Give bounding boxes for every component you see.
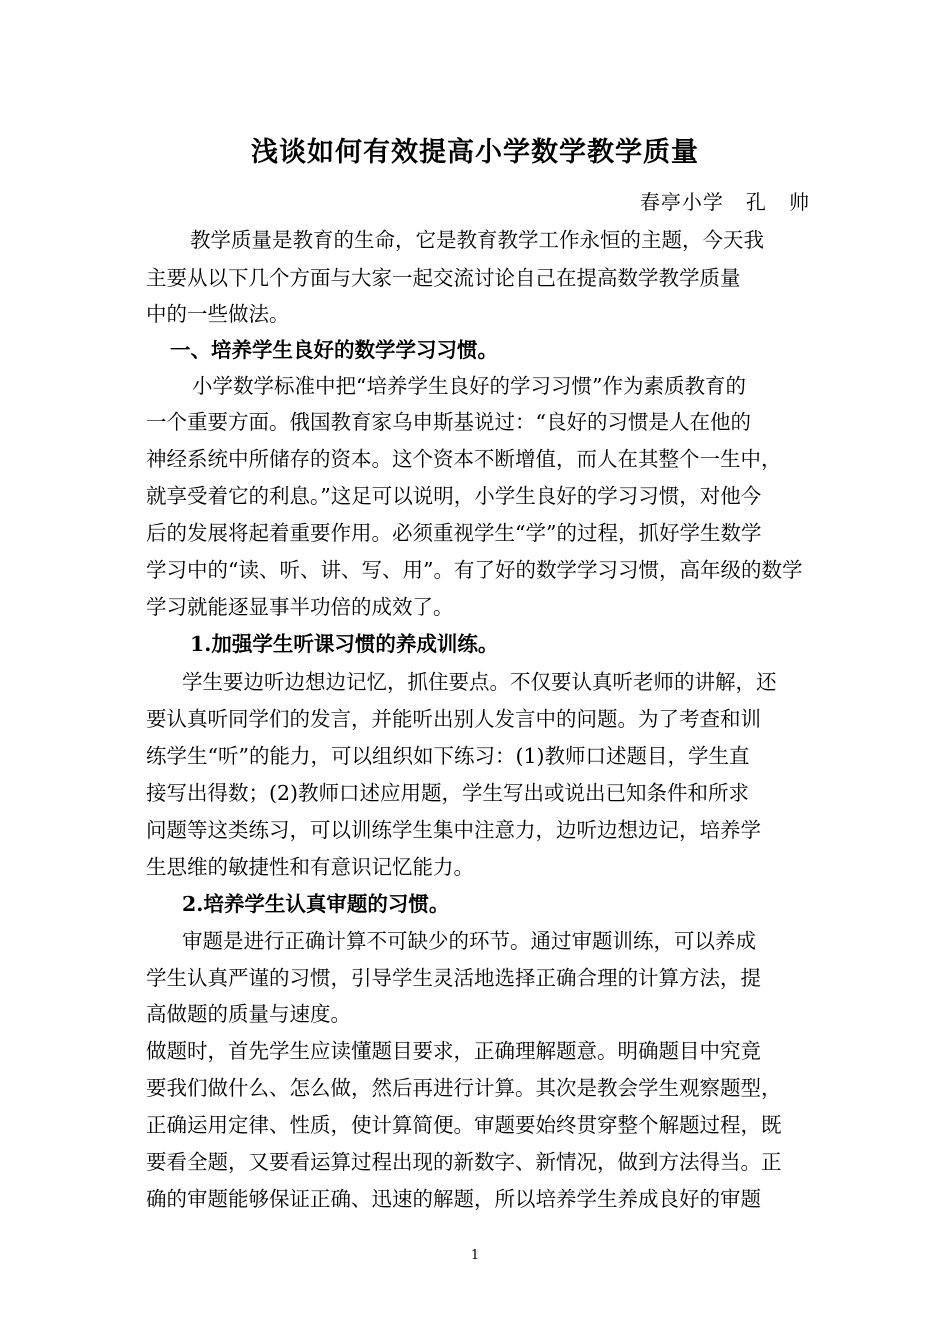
body-line: 一个重要方面。俄国教育家乌申斯基说过：“良好的习惯是人在他的 xyxy=(146,410,751,434)
body-line: 问题等这类练习，可以训练学生集中注意力，边听边想边记，培养学 xyxy=(146,818,761,842)
body-line: 后的发展将起着重要作用。必须重视学生“学”的过程，抓好学生数学 xyxy=(146,521,762,545)
body-line: 要认真听同学们的发言，并能听出别人发言中的问题。为了考查和训 xyxy=(146,707,761,731)
body-line: 学习中的“读、听、讲、写、用”。有了好的数学学习习惯，高年级的数学 xyxy=(146,558,803,582)
body-line: 神经系统中所储存的资本。这个资本不断增值，而人在其整个一生中， xyxy=(146,447,782,471)
body-line: 做题时，首先学生应读懂题目要求，正确理解题意。明确题目中究竟 xyxy=(146,1039,761,1063)
body-line: 学习就能逐显事半功倍的成效了。 xyxy=(146,595,454,619)
author-line: 春亭小学 孔 帅 xyxy=(639,190,810,214)
body-line: 正确运用定律、性质，使计算简便。审题要始终贯穿整个解题过程，既 xyxy=(146,1113,782,1137)
document-title: 浅谈如何有效提高小学数学教学质量 xyxy=(251,137,699,168)
body-line: 要我们做什么、怎么做，然后再进行计算。其次是教会学生观察题型， xyxy=(146,1076,782,1100)
body-line: 小学数学标准中把“培养学生良好的学习习惯”作为素质教育的 xyxy=(192,374,746,398)
subsection-heading: 2.培养学生认真审题的习惯。 xyxy=(182,892,450,916)
body-line: 学生认真严谨的习惯，引导学生灵活地选择正确合理的计算方法，提 xyxy=(146,966,761,990)
body-line: 就享受着它的利息。”这足可以说明，小学生良好的学习习惯，对他今 xyxy=(146,484,762,508)
body-line: 学生要边听边想边记忆，抓住要点。不仅要认真听老师的讲解，还 xyxy=(182,670,777,694)
body-line: 生思维的敏捷性和有意识记忆能力。 xyxy=(146,855,474,879)
page-number: 1 xyxy=(470,1248,480,1263)
body-line: 中的一些做法。 xyxy=(146,302,290,326)
body-line: 审题是进行正确计算不可缺少的环节。通过审题训练，可以养成 xyxy=(182,929,756,953)
section-heading: 一、培养学生良好的数学学习习惯。 xyxy=(170,338,498,362)
body-line: 要看全题，又要看运算过程出现的新数字、新情况，做到方法得当。正 xyxy=(146,1150,782,1174)
body-line: 确的审题能够保证正确、迅速的解题，所以培养学生养成良好的审题 xyxy=(146,1187,761,1211)
body-line: 教学质量是教育的生命，它是教育教学工作永恒的主题，今天我 xyxy=(190,228,764,252)
subsection-heading: 1.加强学生听课习惯的养成训练。 xyxy=(190,632,499,656)
body-line: 主要从以下几个方面与大家一起交流讨论自己在提高数学教学质量 xyxy=(146,266,741,290)
body-line: 练学生“听”的能力，可以组织如下练习：(1)教师口述题目，学生直 xyxy=(146,744,750,768)
body-line: 高做题的质量与速度。 xyxy=(146,1002,351,1026)
body-line: 接写出得数；(2)教师口述应用题，学生写出或说出已知条件和所求 xyxy=(146,781,750,805)
